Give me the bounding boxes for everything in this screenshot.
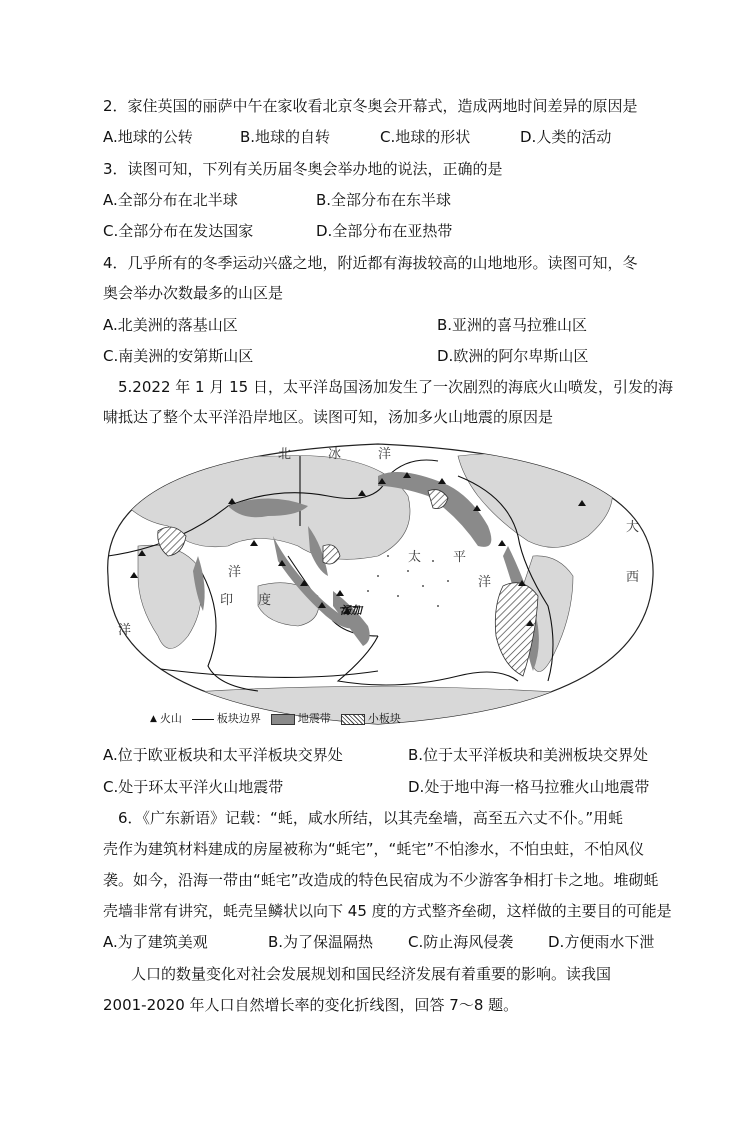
plate-tectonics-map bbox=[78, 436, 674, 734]
small-plate-swatch bbox=[341, 714, 365, 725]
q5-option-c: C.处于环太平洋火山地震带 bbox=[103, 778, 284, 796]
map-label-xi: 西 bbox=[626, 570, 640, 585]
q4-option-d: D.欧洲的阿尔卑斯山区 bbox=[437, 347, 589, 365]
q3-option-c: C.全部分布在发达国家 bbox=[103, 222, 254, 240]
q6-option-a: A.为了建筑美观 bbox=[103, 933, 208, 951]
map-label-bing: 冰 bbox=[328, 447, 342, 462]
map-label-yang-w: 洋 bbox=[118, 623, 132, 638]
q5-stem-line1: 5.2022 年 1 月 15 日，太平洋岛国汤加发生了一次剧烈的海底火山喷发，引发的海 bbox=[118, 378, 673, 396]
volcano-icon: ▲ bbox=[150, 714, 157, 724]
map-label-tai: 太 bbox=[408, 550, 422, 565]
q3-option-a: A.全部分布在北半球 bbox=[103, 191, 238, 209]
q4-option-a: A.北美洲的落基山区 bbox=[103, 316, 238, 334]
map-label-da: 大 bbox=[626, 520, 640, 535]
q6-option-d: D.方便雨水下泄 bbox=[548, 933, 655, 951]
q3-option-d: D.全部分布在亚热带 bbox=[316, 222, 453, 240]
legend-small-plate-label: 小板块 bbox=[367, 712, 401, 725]
boundary-line-icon bbox=[192, 719, 214, 720]
q4-stem-line2: 奥会举办次数最多的山区是 bbox=[103, 284, 284, 302]
q4-option-b: B.亚洲的喜马拉雅山区 bbox=[437, 316, 588, 334]
map-legend bbox=[150, 712, 401, 726]
q5-stem-line2: 啸抵达了整个太平洋沿岸地区。读图可知，汤加多火山地震的原因是 bbox=[103, 408, 554, 426]
legend-boundary bbox=[192, 712, 261, 726]
q2-stem: 2．家住英国的丽萨中午在家收看北京冬奥会开幕式，造成两地时间差异的原因是 bbox=[103, 97, 638, 115]
legend-boundary-label: 板块边界 bbox=[216, 712, 261, 725]
q5-option-b: B.位于太平洋板块和美洲板块交界处 bbox=[408, 746, 649, 764]
q4-option-c: C.南美洲的安第斯山区 bbox=[103, 347, 254, 365]
intro-line2: 2001-2020 年人口自然增长率的变化折线图，回答 7～8 题。 bbox=[103, 996, 519, 1014]
legend-volcano-label: 火山 bbox=[159, 712, 182, 725]
q6-line3: 袭。如今，沿海一带由“蚝宅”改造成的特色民宿成为不少游客争相打卡之地。堆砌蚝 bbox=[103, 871, 659, 889]
q6-option-c: C.防止海风侵袭 bbox=[408, 933, 514, 951]
legend-quake bbox=[271, 712, 331, 726]
map-label-yin: 印 bbox=[220, 593, 234, 608]
q6-line4: 壳墙非常有讲究，蚝壳呈鳞状以向下 45 度的方式整齐垒砌，这样做的主要目的可能是 bbox=[103, 902, 672, 920]
map-label-north: 北 bbox=[278, 447, 292, 462]
map-label-du: 度 bbox=[258, 593, 272, 608]
q6-line1: 6．《广东新语》记载：“蚝，咸水所结，以其壳垒墙，高至五六丈不仆。”用蚝 bbox=[118, 809, 624, 827]
legend-volcano bbox=[150, 712, 182, 726]
q5-option-d: D.处于地中海一格马拉雅火山地震带 bbox=[408, 778, 650, 796]
q2-option-a: A.地球的公转 bbox=[103, 128, 193, 146]
q2-option-c: C.地球的形状 bbox=[380, 128, 471, 146]
map-label-yang-i: 洋 bbox=[228, 565, 242, 580]
q5-option-a: A.位于欧亚板块和太平洋板块交界处 bbox=[103, 746, 343, 764]
map-label-yang-p: 洋 bbox=[478, 575, 492, 590]
quake-belt-swatch bbox=[271, 714, 295, 725]
q2-option-b: B.地球的自转 bbox=[240, 128, 331, 146]
map-label-yang-n: 洋 bbox=[378, 447, 392, 462]
legend-small-plate bbox=[341, 712, 401, 726]
q6-option-b: B.为了保温隔热 bbox=[268, 933, 374, 951]
q4-stem-line1: 4．几乎所有的冬季运动兴盛之地，附近都有海拔较高的山地地形。读图可知，冬 bbox=[103, 254, 638, 272]
intro-line1: 人口的数量变化对社会发展规划和国民经济发展有着重要的影响。读我国 bbox=[131, 965, 612, 983]
q2-option-d: D.人类的活动 bbox=[520, 128, 612, 146]
legend-quake-label: 地震带 bbox=[297, 712, 331, 725]
q3-stem: 3．读图可知，下列有关历届冬奥会举办地的说法，正确的是 bbox=[103, 160, 503, 178]
q6-line2: 壳作为建筑材料建成的房屋被称为“蚝宅”，“蚝宅”不怕渗水，不怕虫蛀，不怕风仪 bbox=[103, 840, 645, 858]
q3-option-b: B.全部分布在东半球 bbox=[316, 191, 452, 209]
map-label-tonga: 汤加 bbox=[340, 604, 362, 617]
map-label-ping: 平 bbox=[453, 550, 467, 565]
